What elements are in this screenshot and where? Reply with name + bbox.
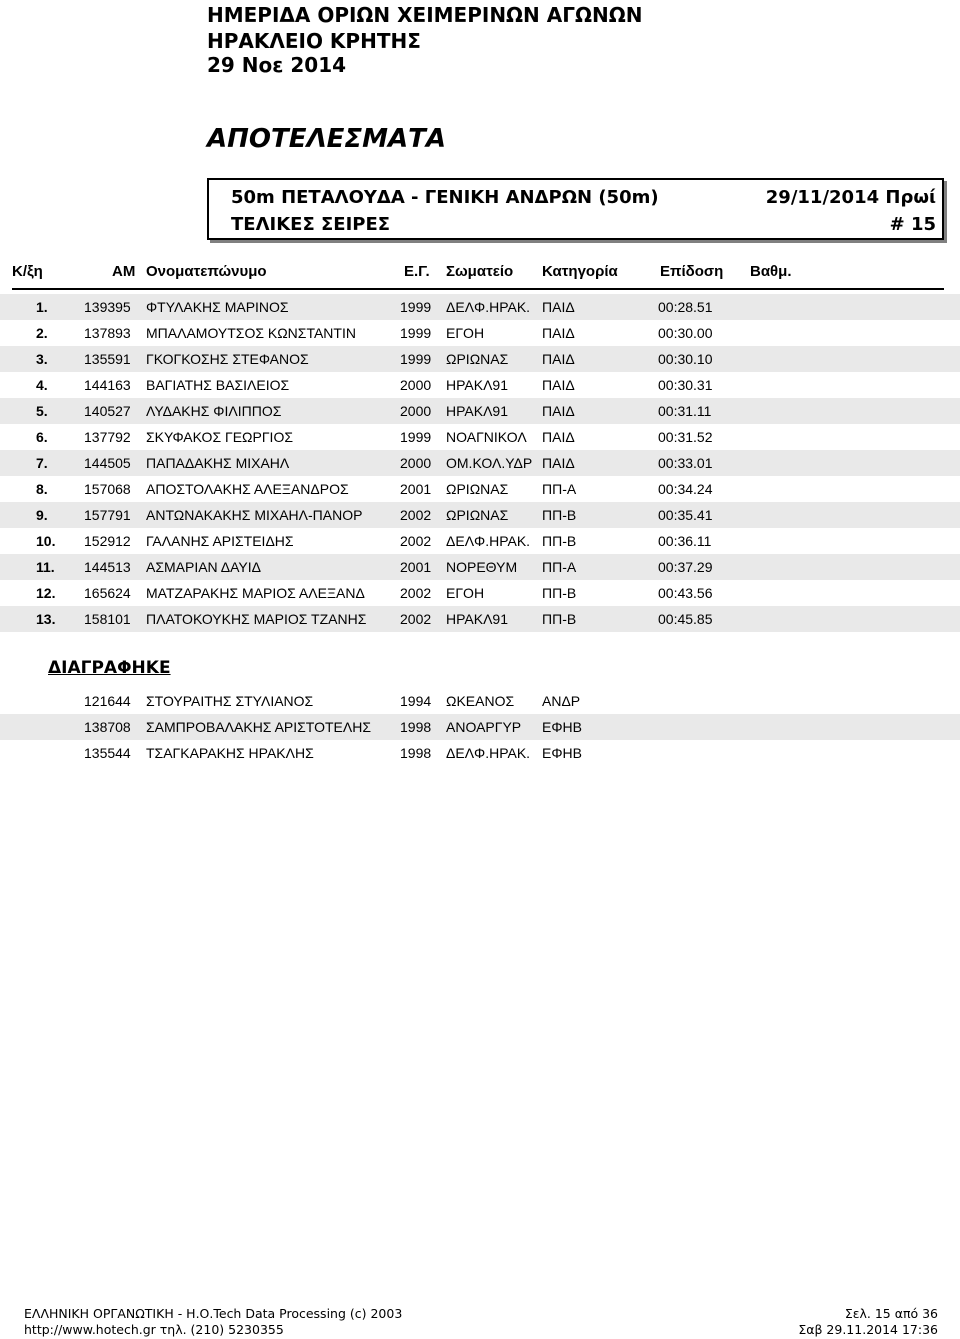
- table-row: [0, 476, 960, 502]
- rank-cell: 12.: [36, 585, 56, 601]
- club-cell: ΕΓΟΗ: [446, 585, 485, 601]
- rank-cell: 4.: [36, 377, 48, 393]
- col-category: Κατηγορία: [542, 263, 618, 280]
- performance-cell: 00:30.31: [658, 377, 713, 393]
- club-cell: ΩΚΕΑΝΟΣ: [446, 693, 515, 709]
- table-row: [0, 346, 960, 372]
- table-row: [0, 294, 960, 320]
- col-points: Βαθμ.: [750, 263, 792, 280]
- performance-cell: 00:30.10: [658, 351, 713, 367]
- table-row: [0, 554, 960, 580]
- table-row: [0, 398, 960, 424]
- yob-cell: 1998: [400, 719, 432, 735]
- rank-cell: 11.: [36, 559, 55, 575]
- name-cell: ΒΑΓΙΑΤΗΣ ΒΑΣΙΛΕΙΟΣ: [146, 377, 290, 393]
- performance-cell: 00:35.41: [658, 507, 713, 523]
- category-cell: ΠΑΙΔ: [542, 403, 575, 419]
- rank-cell: 8.: [36, 481, 48, 497]
- am-cell: 139395: [84, 299, 131, 315]
- name-cell: ΑΣΜΑΡΙΑΝ ΔΑΥΙΔ: [146, 559, 262, 575]
- name-cell: ΑΠΟΣΤΟΛΑΚΗΣ ΑΛΕΞΑΝΔΡΟΣ: [146, 481, 349, 497]
- name-cell: ΓΑΛΑΝΗΣ ΑΡΙΣΤΕΙΔΗΣ: [146, 533, 294, 549]
- club-cell: ΟΜ.ΚΟΛ.ΥΔΡ: [446, 455, 533, 471]
- am-cell: 138708: [84, 719, 131, 735]
- footer-org: ΕΛΛΗΝΙΚΗ ΟΡΓΑΝΩΤΙΚΗ - Η.Ο.Tech Data Processing (c) 2003: [24, 1306, 403, 1321]
- performance-cell: 00:33.01: [658, 455, 713, 471]
- club-cell: ΩΡΙΩΝΑΣ: [446, 351, 509, 367]
- am-cell: 135591: [84, 351, 131, 367]
- am-cell: 157791: [84, 507, 131, 523]
- rank-cell: 1.: [36, 299, 48, 315]
- table-row: [0, 606, 960, 632]
- table-row: [0, 528, 960, 554]
- name-cell: ΜΠΑΛΑΜΟΥΤΣΟΣ ΚΩΝΣΤΑΝΤΙΝ: [146, 325, 356, 341]
- club-cell: ΔΕΛΦ.ΗΡΑΚ.: [446, 533, 531, 549]
- meet-location: ΗΡΑΚΛΕΙΟ ΚΡΗΤΗΣ: [207, 29, 421, 53]
- rank-cell: 13.: [36, 611, 56, 627]
- club-cell: ΝΟΑΓΝΙΚΟΛ: [446, 429, 527, 445]
- am-cell: 144505: [84, 455, 131, 471]
- yob-cell: 2000: [400, 455, 432, 471]
- club-cell: ΗΡΑΚΛ91: [446, 403, 509, 419]
- deleted-section-title: ΔΙΑΓΡΑΦΗΚΕ: [48, 658, 171, 678]
- club-cell: ΔΕΛΦ.ΗΡΑΚ.: [446, 299, 531, 315]
- performance-cell: 00:43.56: [658, 585, 713, 601]
- yob-cell: 1998: [400, 745, 432, 761]
- am-cell: 140527: [84, 403, 131, 419]
- yob-cell: 2002: [400, 611, 432, 627]
- club-cell: ΝΟΡΕΘΥΜ: [446, 559, 518, 575]
- rank-cell: 6.: [36, 429, 48, 445]
- yob-cell: 1999: [400, 325, 432, 341]
- am-cell: 144163: [84, 377, 131, 393]
- category-cell: ΠΑΙΔ: [542, 429, 575, 445]
- footer-print-date: Σαβ 29.11.2014 17:36: [798, 1322, 938, 1337]
- club-cell: ΩΡΙΩΝΑΣ: [446, 507, 509, 523]
- col-performance: Επίδοση: [660, 263, 724, 280]
- performance-cell: 00:31.52: [658, 429, 713, 445]
- am-cell: 144513: [84, 559, 131, 575]
- col-name: Ονοματεπώνυμο: [146, 263, 267, 280]
- table-row: [0, 450, 960, 476]
- table-row: [0, 502, 960, 528]
- table-row: [0, 372, 960, 398]
- footer-contact: http://www.hotech.gr τηλ. (210) 5230355: [24, 1322, 284, 1337]
- category-cell: ΠΠ-Α: [542, 481, 577, 497]
- col-rank: Κ/ξη: [12, 263, 43, 280]
- category-cell: ΠΠ-Β: [542, 585, 577, 601]
- category-cell: ΠΠ-Β: [542, 533, 577, 549]
- am-cell: 135544: [84, 745, 131, 761]
- performance-cell: 00:31.11: [658, 403, 712, 419]
- club-cell: ΔΕΛΦ.ΗΡΑΚ.: [446, 745, 531, 761]
- event-round: ΤΕΛΙΚΕΣ ΣΕΙΡΕΣ: [231, 214, 391, 235]
- category-cell: ΕΦΗΒ: [542, 719, 582, 735]
- club-cell: ΗΡΑΚΛ91: [446, 377, 509, 393]
- results-title: ΑΠΟΤΕΛΕΣΜΑΤΑ: [207, 124, 446, 154]
- table-row: [0, 688, 960, 714]
- yob-cell: 2000: [400, 377, 432, 393]
- am-cell: 165624: [84, 585, 131, 601]
- club-cell: ΕΓΟΗ: [446, 325, 485, 341]
- footer-page-number: Σελ. 15 από 36: [844, 1306, 938, 1321]
- event-date-session: 29/11/2014 Πρωί: [765, 187, 936, 208]
- col-yob: Ε.Γ.: [404, 263, 430, 280]
- table-row: [0, 740, 960, 766]
- name-cell: ΦΤΥΛΑΚΗΣ ΜΑΡΙΝΟΣ: [146, 299, 289, 315]
- name-cell: ΣΑΜΠΡΟΒΑΛΑΚΗΣ ΑΡΙΣΤΟΤΕΛΗΣ: [146, 719, 371, 735]
- am-cell: 137792: [84, 429, 131, 445]
- table-row: [0, 714, 960, 740]
- name-cell: ΠΑΠΑΔΑΚΗΣ ΜΙΧΑΗΛ: [146, 455, 290, 471]
- meet-date: 29 Νοε 2014: [207, 53, 347, 77]
- name-cell: ΠΛΑΤΟΚΟΥΚΗΣ ΜΑΡΙΟΣ ΤΖΑΝΗΣ: [146, 611, 367, 627]
- club-cell: ΗΡΑΚΛ91: [446, 611, 509, 627]
- yob-cell: 1994: [400, 693, 432, 709]
- table-row: [0, 580, 960, 606]
- event-box: [207, 178, 944, 240]
- am-cell: 121644: [84, 693, 131, 709]
- category-cell: ΠΠ-Α: [542, 559, 577, 575]
- performance-cell: 00:45.85: [658, 611, 713, 627]
- yob-cell: 1999: [400, 351, 432, 367]
- category-cell: ΠΑΙΔ: [542, 299, 575, 315]
- am-cell: 157068: [84, 481, 131, 497]
- rank-cell: 2.: [36, 325, 48, 341]
- table-row: [0, 320, 960, 346]
- yob-cell: 2001: [400, 481, 432, 497]
- category-cell: ΠΑΙΔ: [542, 325, 575, 341]
- yob-cell: 1999: [400, 299, 432, 315]
- rank-cell: 9.: [36, 507, 48, 523]
- category-cell: ΠΠ-Β: [542, 611, 577, 627]
- meet-title: ΗΜΕΡΙΔΑ ΟΡΙΩΝ ΧΕΙΜΕΡΙΝΩΝ ΑΓΩΝΩΝ: [207, 3, 643, 27]
- performance-cell: 00:37.29: [658, 559, 713, 575]
- name-cell: ΜΑΤΖΑΡΑΚΗΣ ΜΑΡΙΟΣ ΑΛΕΞΑΝΔ: [146, 585, 365, 601]
- club-cell: ΩΡΙΩΝΑΣ: [446, 481, 509, 497]
- club-cell: ΑΝΟΑΡΓΥΡ: [446, 719, 522, 735]
- rank-cell: 10.: [36, 533, 56, 549]
- rank-cell: 5.: [36, 403, 48, 419]
- event-name: 50m ΠΕΤΑΛΟΥΔΑ - ΓΕΝΙΚΗ ΑΝΔΡΩΝ (50m): [231, 187, 659, 208]
- col-club: Σωματείο: [446, 263, 514, 280]
- rank-cell: 3.: [36, 351, 48, 367]
- yob-cell: 2002: [400, 585, 432, 601]
- table-row: [0, 424, 960, 450]
- name-cell: ΤΣΑΓΚΑΡΑΚΗΣ ΗΡΑΚΛΗΣ: [146, 745, 314, 761]
- performance-cell: 00:28.51: [658, 299, 713, 315]
- yob-cell: 2002: [400, 507, 432, 523]
- event-number: # 15: [889, 214, 936, 235]
- header-divider: [12, 288, 944, 290]
- name-cell: ΛΥΔΑΚΗΣ ΦΙΛΙΠΠΟΣ: [146, 403, 282, 419]
- category-cell: ΠΑΙΔ: [542, 455, 575, 471]
- performance-cell: 00:34.24: [658, 481, 713, 497]
- category-cell: ΠΑΙΔ: [542, 377, 575, 393]
- category-cell: ΕΦΗΒ: [542, 745, 582, 761]
- category-cell: ΠΑΙΔ: [542, 351, 575, 367]
- rank-cell: 7.: [36, 455, 48, 471]
- am-cell: 158101: [84, 611, 131, 627]
- category-cell: ΑΝΔΡ: [542, 693, 581, 709]
- performance-cell: 00:36.11: [658, 533, 712, 549]
- performance-cell: 00:30.00: [658, 325, 713, 341]
- name-cell: ΣΤΟΥΡΑΙΤΗΣ ΣΤΥΛΙΑΝΟΣ: [146, 693, 314, 709]
- name-cell: ΑΝΤΩΝΑΚΑΚΗΣ ΜΙΧΑΗΛ-ΠΑΝΟΡ: [146, 507, 363, 523]
- yob-cell: 2001: [400, 559, 432, 575]
- col-am: ΑΜ: [112, 263, 136, 280]
- yob-cell: 2000: [400, 403, 432, 419]
- category-cell: ΠΠ-Β: [542, 507, 577, 523]
- name-cell: ΣΚΥΦΑΚΟΣ ΓΕΩΡΓΙΟΣ: [146, 429, 293, 445]
- am-cell: 137893: [84, 325, 131, 341]
- name-cell: ΓΚΟΓΚΟΣΗΣ ΣΤΕΦΑΝΟΣ: [146, 351, 309, 367]
- am-cell: 152912: [84, 533, 131, 549]
- yob-cell: 2002: [400, 533, 432, 549]
- yob-cell: 1999: [400, 429, 432, 445]
